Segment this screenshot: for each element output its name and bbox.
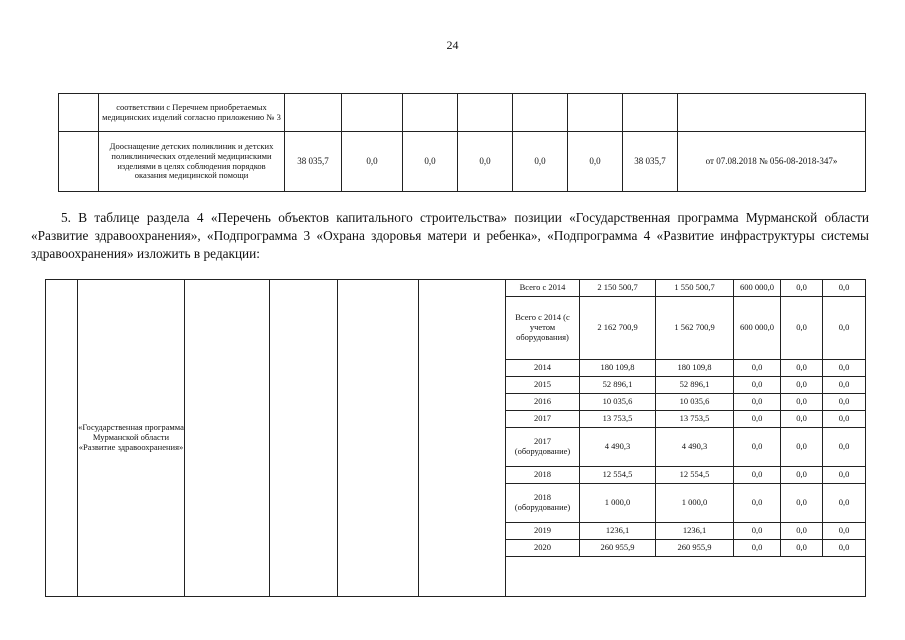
value-cell: 0,0 [823, 467, 866, 484]
value-cell: 260 955,9 [656, 540, 734, 557]
value-cell: 0,0 [823, 540, 866, 557]
value-cell: 2 150 500,7 [580, 280, 656, 297]
value-cell: 0,0 [781, 523, 823, 540]
value-cell: 0,0 [734, 484, 781, 523]
value-cell: 0,0 [734, 394, 781, 411]
value-cell: 0,0 [781, 280, 823, 297]
table-row [506, 297, 866, 360]
value-cell: 1 000,0 [580, 484, 656, 523]
value-cell: 0,0 [823, 411, 866, 428]
value-cell: 52 896,1 [656, 377, 734, 394]
value-cell: 0,0 [403, 132, 458, 192]
value-cell: 0,0 [781, 377, 823, 394]
value-cell: 0,0 [781, 297, 823, 360]
year-label: 2016 [506, 394, 580, 411]
value-cell: 1236,1 [580, 523, 656, 540]
value-cell: 13 753,5 [656, 411, 734, 428]
value-cell: 0,0 [823, 360, 866, 377]
year-label: 2017 [506, 411, 580, 428]
program-name: «Государственная программа Мурманской области «Развитие здравоохранения» [78, 280, 185, 597]
value-cell: 600 000,0 [734, 280, 781, 297]
value-cell: 13 753,5 [580, 411, 656, 428]
value-cell: 4 490,3 [656, 428, 734, 467]
table-row [59, 94, 866, 132]
row-description: Дооснащение детских поликлиник и детских поликлинических отделений медицинскими изделиями в целях соблюдения порядков оказания медицинской помощи [99, 132, 285, 192]
value-cell: 12 554,5 [656, 467, 734, 484]
value-cell: 0,0 [781, 467, 823, 484]
year-label: 2018 (оборудование) [506, 484, 580, 523]
value-cell: 1236,1 [656, 523, 734, 540]
table-row [506, 360, 866, 377]
value-cell: 0,0 [513, 132, 568, 192]
value-cell: 38 035,7 [623, 132, 678, 192]
paragraph-text: 5. В таблице раздела 4 «Перечень объектов капитального строительства» позиции «Государственная программа Мурманской области «Развитие здравоохранения», «Подпрограмма 3 «Охрана здоровья матери и ребенка», «Подпрограмма 4 «Развитие инфраструктуры системы здравоохранения» изложить в редакции: [31, 210, 869, 261]
table-row [506, 394, 866, 411]
year-label: 2015 [506, 377, 580, 394]
value-cell: 0,0 [458, 132, 513, 192]
table-row [506, 428, 866, 467]
value-cell: 260 955,9 [580, 540, 656, 557]
year-label: 2014 [506, 360, 580, 377]
table-row [506, 280, 866, 297]
table-row [506, 484, 866, 523]
year-label: 2017 (оборудование) [506, 428, 580, 467]
value-cell: 0,0 [823, 484, 866, 523]
value-cell: 1 562 700,9 [656, 297, 734, 360]
funding-table [505, 279, 866, 557]
year-label: Всего с 2014 [506, 280, 580, 297]
value-cell: 38 035,7 [285, 132, 342, 192]
table-row [59, 132, 866, 192]
value-cell: 0,0 [342, 132, 403, 192]
value-cell: 0,0 [734, 467, 781, 484]
value-cell: 0,0 [781, 360, 823, 377]
page-number: 24 [446, 38, 459, 52]
document-reference: от 07.08.2018 № 056-08-2018-347» [678, 132, 866, 192]
value-cell: 0,0 [734, 428, 781, 467]
value-cell: 0,0 [734, 360, 781, 377]
value-cell: 10 035,6 [656, 394, 734, 411]
value-cell: 1 550 500,7 [656, 280, 734, 297]
value-cell: 0,0 [734, 523, 781, 540]
value-cell: 0,0 [823, 428, 866, 467]
table-top-continuation [58, 93, 866, 192]
value-cell: 0,0 [823, 297, 866, 360]
year-label: 2020 [506, 540, 580, 557]
year-label: 2019 [506, 523, 580, 540]
value-cell: 2 162 700,9 [580, 297, 656, 360]
value-cell: 0,0 [823, 377, 866, 394]
value-cell: 600 000,0 [734, 297, 781, 360]
value-cell: 0,0 [823, 523, 866, 540]
value-cell: 1 000,0 [656, 484, 734, 523]
value-cell: 0,0 [823, 280, 866, 297]
value-cell: 0,0 [568, 132, 623, 192]
value-cell: 0,0 [734, 540, 781, 557]
year-label: 2018 [506, 467, 580, 484]
value-cell: 180 109,8 [656, 360, 734, 377]
value-cell: 0,0 [781, 540, 823, 557]
value-cell: 0,0 [781, 484, 823, 523]
year-label: Всего с 2014 (с учетом оборудования) [506, 297, 580, 360]
value-cell: 4 490,3 [580, 428, 656, 467]
value-cell: 0,0 [781, 394, 823, 411]
amendment-paragraph [31, 209, 869, 263]
row-description: соответствии с Перечнем приобретаемых медицинских изделий согласно приложению № 3 [99, 94, 285, 132]
value-cell: 10 035,6 [580, 394, 656, 411]
table-row [506, 411, 866, 428]
value-cell: 180 109,8 [580, 360, 656, 377]
table-row [506, 467, 866, 484]
value-cell: 0,0 [781, 428, 823, 467]
table-row [506, 523, 866, 540]
value-cell: 52 896,1 [580, 377, 656, 394]
value-cell: 0,0 [823, 394, 866, 411]
table-row [506, 377, 866, 394]
value-cell: 0,0 [781, 411, 823, 428]
value-cell: 12 554,5 [580, 467, 656, 484]
table-row [506, 540, 866, 557]
value-cell: 0,0 [734, 377, 781, 394]
value-cell: 0,0 [734, 411, 781, 428]
